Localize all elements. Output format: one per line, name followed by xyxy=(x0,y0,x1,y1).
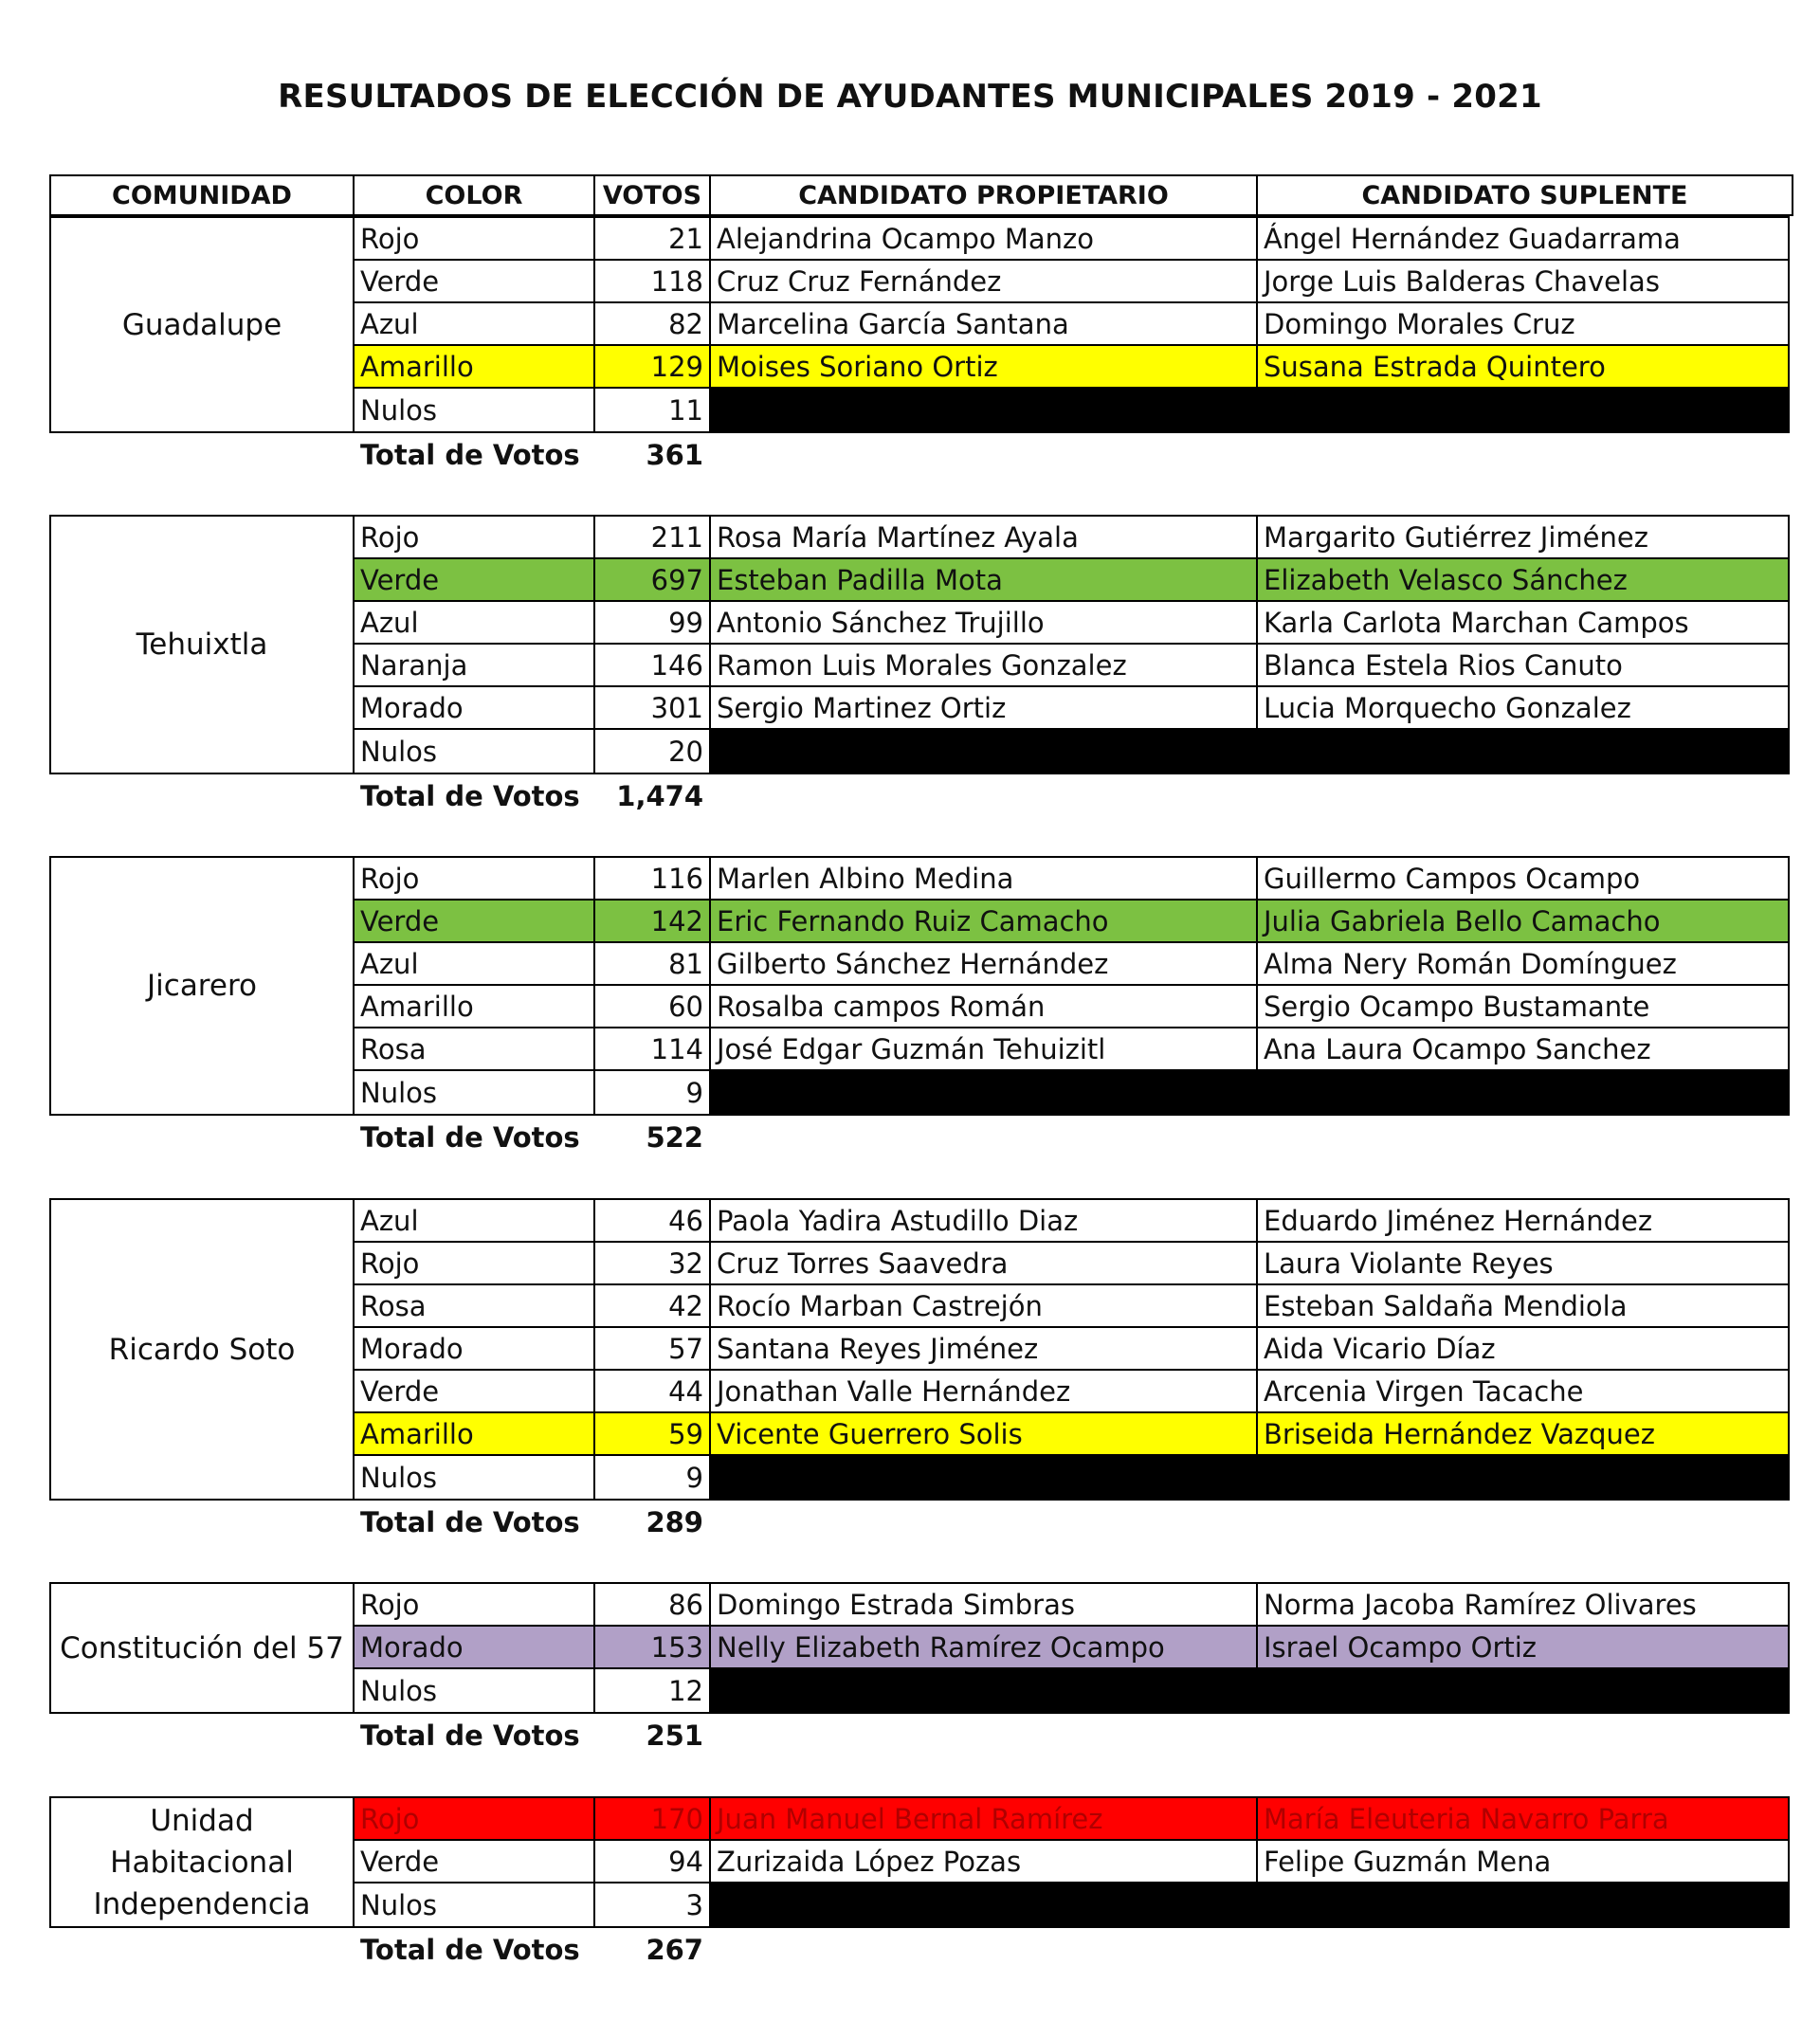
votes-cell: 9 xyxy=(595,1456,711,1499)
candidate-row xyxy=(355,986,1788,1028)
candidate-row xyxy=(355,1328,1788,1371)
total-value: 267 xyxy=(646,1934,703,1966)
propietario-cell: Nelly Elizabeth Ramírez Ocampo xyxy=(711,1627,1258,1667)
candidate-row xyxy=(355,1028,1788,1071)
total-label: Total de Votos xyxy=(360,1121,580,1154)
page-title: RESULTADOS DE ELECCIÓN DE AYUDANTES MUNICIPALES 2019 - 2021 xyxy=(278,78,1542,116)
blackout-cell xyxy=(711,1071,1788,1114)
community-rows xyxy=(355,1584,1788,1712)
party-color-cell: Rojo xyxy=(355,858,595,899)
propietario-cell: Santana Reyes Jiménez xyxy=(711,1328,1258,1369)
party-color-cell: Verde xyxy=(355,901,595,941)
suplente-cell: Sergio Ocampo Bustamante xyxy=(1264,990,1650,1023)
total-label: Total de Votos xyxy=(360,780,580,812)
candidate-row xyxy=(355,1798,1788,1841)
propietario-cell: Cruz Cruz Fernández xyxy=(711,261,1258,301)
party-color-cell: Rosa xyxy=(355,1285,595,1326)
votes-cell: 697 xyxy=(595,559,711,600)
votes-cell: 82 xyxy=(595,303,711,344)
community-name: Guadalupe xyxy=(51,218,355,431)
suplente-cell: Ángel Hernández Guadarrama xyxy=(1264,222,1681,255)
total-value: 361 xyxy=(646,439,703,471)
votes-cell: 211 xyxy=(595,517,711,557)
party-color-cell: Amarillo xyxy=(355,986,595,1027)
party-color-cell: Azul xyxy=(355,602,595,643)
candidate-row xyxy=(355,559,1788,602)
party-color-cell: Verde xyxy=(355,1371,595,1411)
votes-cell: 42 xyxy=(595,1285,711,1326)
party-color-cell: Rosa xyxy=(355,1028,595,1069)
votes-cell: 32 xyxy=(595,1243,711,1283)
votes-cell: 20 xyxy=(595,730,711,773)
suplente-cell: Susana Estrada Quintero xyxy=(1264,350,1606,383)
total-label: Total de Votos xyxy=(360,1934,580,1966)
community-table xyxy=(49,216,1790,433)
party-color-cell: Rojo xyxy=(355,218,595,259)
party-color-cell: Azul xyxy=(355,943,595,984)
votes-cell: 60 xyxy=(595,986,711,1027)
suplente-cell: Margarito Gutiérrez Jiménez xyxy=(1264,520,1648,554)
votes-cell: 86 xyxy=(595,1584,711,1625)
candidate-row xyxy=(355,1285,1788,1328)
null-votes-row xyxy=(355,389,1788,431)
suplente-cell: Elizabeth Velasco Sánchez xyxy=(1264,563,1628,596)
party-color-cell: Nulos xyxy=(355,389,595,431)
suplente-cell: Esteban Saldaña Mendiola xyxy=(1264,1289,1628,1322)
votes-cell: 118 xyxy=(595,261,711,301)
propietario-cell: Rosalba campos Román xyxy=(711,986,1258,1027)
propietario-cell: Antonio Sánchez Trujillo xyxy=(711,602,1258,643)
votes-cell: 3 xyxy=(595,1883,711,1926)
community-rows xyxy=(355,858,1788,1114)
community-table xyxy=(49,515,1790,774)
total-votes-row xyxy=(353,1928,1790,1972)
propietario-cell: Alejandrina Ocampo Manzo xyxy=(711,218,1258,259)
community-block xyxy=(49,1582,1790,1757)
null-votes-row xyxy=(355,1071,1788,1114)
blackout-cell xyxy=(711,1669,1788,1712)
total-votes-row xyxy=(353,1714,1790,1757)
votes-cell: 44 xyxy=(595,1371,711,1411)
party-color-cell: Verde xyxy=(355,1841,595,1882)
votes-cell: 170 xyxy=(595,1798,711,1839)
candidate-row xyxy=(355,1200,1788,1243)
community-rows xyxy=(355,517,1788,773)
votes-cell: 81 xyxy=(595,943,711,984)
propietario-cell: José Edgar Guzmán Tehuizitl xyxy=(711,1028,1258,1069)
header-propietario: CANDIDATO PROPIETARIO xyxy=(711,176,1258,214)
party-color-cell: Nulos xyxy=(355,1669,595,1712)
suplente-cell: Israel Ocampo Ortiz xyxy=(1264,1630,1538,1664)
propietario-cell: Juan Manuel Bernal Ramírez xyxy=(711,1798,1258,1839)
votes-cell: 146 xyxy=(595,645,711,685)
community-name: Tehuixtla xyxy=(51,517,355,773)
party-color-cell: Azul xyxy=(355,1200,595,1241)
suplente-cell: Guillermo Campos Ocampo xyxy=(1264,862,1641,895)
party-color-cell: Nulos xyxy=(355,1071,595,1114)
candidate-row xyxy=(355,517,1788,559)
propietario-cell: Paola Yadira Astudillo Diaz xyxy=(711,1200,1258,1241)
null-votes-row xyxy=(355,1669,1788,1712)
community-block xyxy=(49,1198,1790,1544)
party-color-cell: Rojo xyxy=(355,1798,595,1839)
candidate-row xyxy=(355,858,1788,901)
party-color-cell: Verde xyxy=(355,261,595,301)
votes-cell: 142 xyxy=(595,901,711,941)
null-votes-row xyxy=(355,1456,1788,1499)
propietario-cell: Domingo Estrada Simbras xyxy=(711,1584,1258,1625)
blackout-cell xyxy=(711,389,1788,431)
suplente-cell: Briseida Hernández Vazquez xyxy=(1264,1417,1655,1450)
candidate-row xyxy=(355,1413,1788,1456)
suplente-cell: Arcenia Virgen Tacache xyxy=(1264,1374,1584,1408)
total-label: Total de Votos xyxy=(360,1720,580,1752)
propietario-cell: Zurizaida López Pozas xyxy=(711,1841,1258,1882)
suplente-cell: Karla Carlota Marchan Campos xyxy=(1264,606,1689,639)
propietario-cell: Rocío Marban Castrejón xyxy=(711,1285,1258,1326)
candidate-row xyxy=(355,943,1788,986)
suplente-cell: Norma Jacoba Ramírez Olivares xyxy=(1264,1588,1697,1621)
suplente-cell: María Eleuteria Navarro Parra xyxy=(1264,1802,1669,1835)
total-label: Total de Votos xyxy=(360,1506,580,1538)
total-votes-row xyxy=(353,774,1790,818)
suplente-cell: Felipe Guzmán Mena xyxy=(1264,1845,1552,1878)
header-color: COLOR xyxy=(355,176,595,214)
suplente-cell: Julia Gabriela Bello Camacho xyxy=(1264,904,1661,937)
party-color-cell: Nulos xyxy=(355,1883,595,1926)
community-rows xyxy=(355,1200,1788,1499)
candidate-row xyxy=(355,687,1788,730)
community-name: Unidad Habitacional Independencia xyxy=(51,1798,355,1926)
propietario-cell: Vicente Guerrero Solis xyxy=(711,1413,1258,1454)
party-color-cell: Morado xyxy=(355,1328,595,1369)
total-value: 522 xyxy=(646,1121,703,1154)
candidate-row xyxy=(355,602,1788,645)
blackout-cell xyxy=(711,730,1788,773)
party-color-cell: Verde xyxy=(355,559,595,600)
header-votos: VOTOS xyxy=(595,176,711,214)
suplente-cell: Lucia Morquecho Gonzalez xyxy=(1264,691,1631,724)
propietario-cell: Ramon Luis Morales Gonzalez xyxy=(711,645,1258,685)
community-block xyxy=(49,216,1790,477)
community-rows xyxy=(355,218,1788,431)
blackout-cell xyxy=(711,1883,1788,1926)
votes-cell: 59 xyxy=(595,1413,711,1454)
party-color-cell: Morado xyxy=(355,1627,595,1667)
candidate-row xyxy=(355,1243,1788,1285)
header-comunidad: COMUNIDAD xyxy=(51,176,355,214)
party-color-cell: Amarillo xyxy=(355,346,595,387)
community-table xyxy=(49,1582,1790,1714)
votes-cell: 301 xyxy=(595,687,711,728)
votes-cell: 94 xyxy=(595,1841,711,1882)
candidate-row xyxy=(355,1584,1788,1627)
party-color-cell: Rojo xyxy=(355,517,595,557)
candidate-row xyxy=(355,901,1788,943)
candidate-row xyxy=(355,346,1788,389)
votes-cell: 46 xyxy=(595,1200,711,1241)
null-votes-row xyxy=(355,1883,1788,1926)
votes-cell: 114 xyxy=(595,1028,711,1069)
community-name: Ricardo Soto xyxy=(51,1200,355,1499)
votes-cell: 99 xyxy=(595,602,711,643)
candidate-row xyxy=(355,303,1788,346)
total-label: Total de Votos xyxy=(360,439,580,471)
community-name: Jicarero xyxy=(51,858,355,1114)
total-value: 289 xyxy=(646,1506,703,1538)
candidate-row xyxy=(355,645,1788,687)
votes-cell: 116 xyxy=(595,858,711,899)
suplente-cell: Aida Vicario Díaz xyxy=(1264,1332,1496,1365)
community-table xyxy=(49,1796,1790,1928)
party-color-cell: Rojo xyxy=(355,1584,595,1625)
party-color-cell: Nulos xyxy=(355,1456,595,1499)
propietario-cell: Marcelina García Santana xyxy=(711,303,1258,344)
propietario-cell: Esteban Padilla Mota xyxy=(711,559,1258,600)
propietario-cell: Rosa María Martínez Ayala xyxy=(711,517,1258,557)
community-table xyxy=(49,1198,1790,1501)
candidate-row xyxy=(355,1841,1788,1883)
party-color-cell: Rojo xyxy=(355,1243,595,1283)
blackout-cell xyxy=(711,1456,1788,1499)
propietario-cell: Moises Soriano Ortiz xyxy=(711,346,1258,387)
community-block xyxy=(49,515,1790,818)
suplente-cell: Jorge Luis Balderas Chavelas xyxy=(1264,264,1660,298)
candidate-row xyxy=(355,1627,1788,1669)
suplente-cell: Laura Violante Reyes xyxy=(1264,1246,1554,1280)
votes-cell: 12 xyxy=(595,1669,711,1712)
votes-cell: 9 xyxy=(595,1071,711,1114)
total-votes-row xyxy=(353,1116,1790,1159)
votes-cell: 57 xyxy=(595,1328,711,1369)
header-suplente: CANDIDATO SUPLENTE xyxy=(1361,180,1688,210)
propietario-cell: Jonathan Valle Hernández xyxy=(711,1371,1258,1411)
community-table xyxy=(49,856,1790,1116)
party-color-cell: Nulos xyxy=(355,730,595,773)
suplente-cell: Alma Nery Román Domínguez xyxy=(1264,947,1677,980)
votes-cell: 153 xyxy=(595,1627,711,1667)
suplente-cell: Eduardo Jiménez Hernández xyxy=(1264,1204,1653,1237)
party-color-cell: Amarillo xyxy=(355,1413,595,1454)
votes-cell: 21 xyxy=(595,218,711,259)
propietario-cell: Sergio Martinez Ortiz xyxy=(711,687,1258,728)
candidate-row xyxy=(355,218,1788,261)
party-color-cell: Morado xyxy=(355,687,595,728)
suplente-cell: Ana Laura Ocampo Sanchez xyxy=(1264,1032,1651,1065)
propietario-cell: Eric Fernando Ruiz Camacho xyxy=(711,901,1258,941)
suplente-cell: Domingo Morales Cruz xyxy=(1264,307,1575,340)
party-color-cell: Azul xyxy=(355,303,595,344)
propietario-cell: Marlen Albino Medina xyxy=(711,858,1258,899)
total-value: 251 xyxy=(646,1720,703,1752)
total-votes-row xyxy=(353,1501,1790,1544)
candidate-row xyxy=(355,1371,1788,1413)
candidate-row xyxy=(355,261,1788,303)
community-block xyxy=(49,1796,1790,1972)
propietario-cell: Gilberto Sánchez Hernández xyxy=(711,943,1258,984)
total-value: 1,474 xyxy=(616,780,703,812)
null-votes-row xyxy=(355,730,1788,773)
community-name: Constitución del 57 xyxy=(51,1584,355,1712)
party-color-cell: Naranja xyxy=(355,645,595,685)
community-rows xyxy=(355,1798,1788,1926)
community-block xyxy=(49,856,1790,1159)
suplente-cell: Blanca Estela Rios Canuto xyxy=(1264,648,1623,682)
propietario-cell: Cruz Torres Saavedra xyxy=(711,1243,1258,1283)
votes-cell: 129 xyxy=(595,346,711,387)
votes-cell: 11 xyxy=(595,389,711,431)
table-header xyxy=(49,174,1793,216)
total-votes-row xyxy=(353,433,1790,477)
